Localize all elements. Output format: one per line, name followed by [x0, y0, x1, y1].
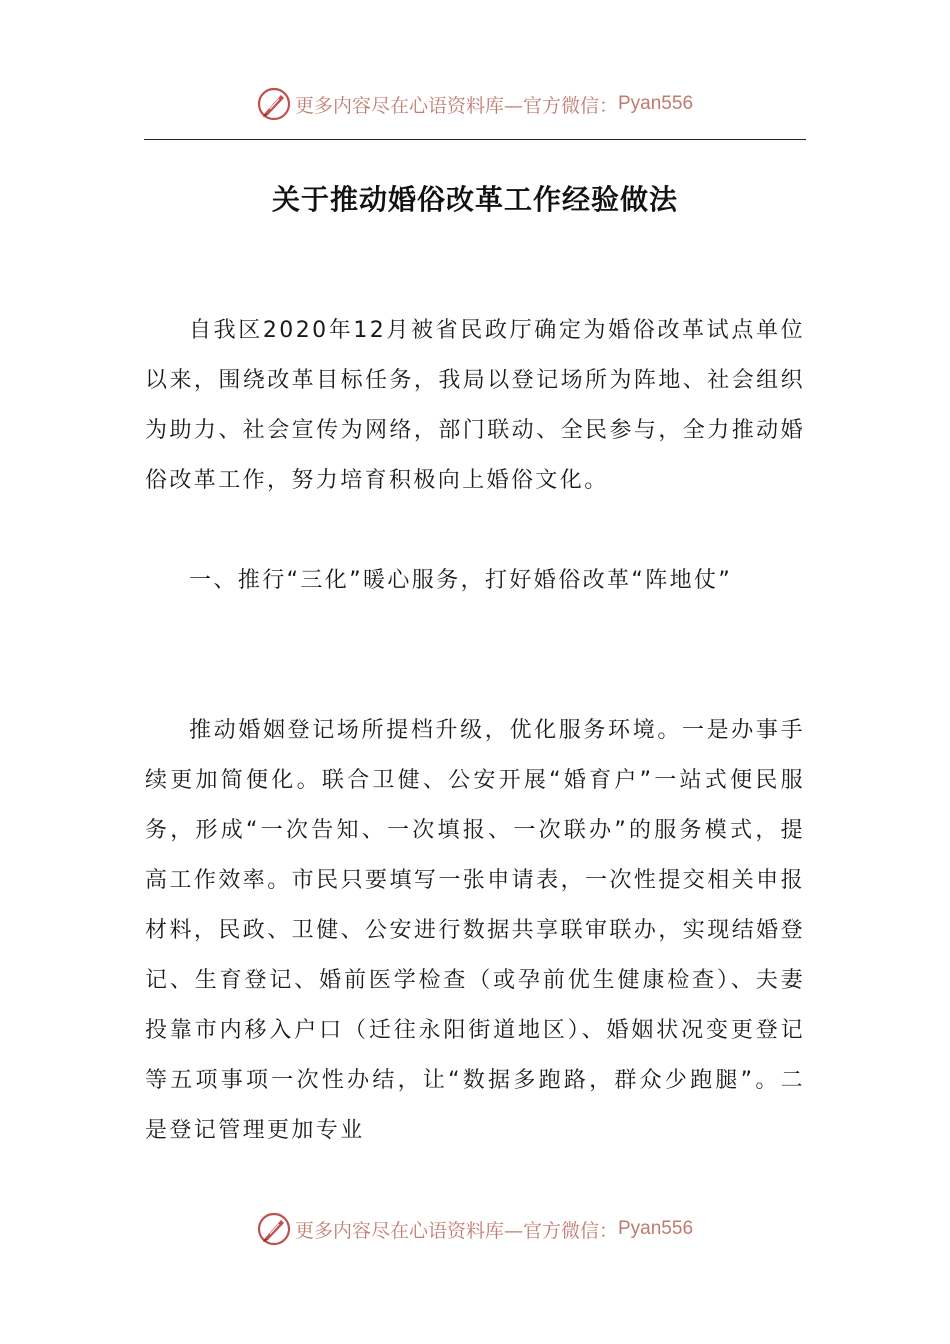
header-banner-text: 更多内容尽在心语资料库—官方微信： — [294, 94, 618, 117]
quill-pen-logo-icon — [257, 1212, 291, 1246]
paragraph-section-1-body: 推动婚姻登记场所提档升级，优化服务环境。一是办事手续更加简便化。联合卫健、公安开展“婚育户”一站式便民服务，形成“一次告知、一次填报、一次联办”的服务模式，提高工作效率。市民只要填写一张申请表，一次性提交相关申报材料，民政、卫健、公安进行数据共享联审联办，实现结婚登记、生育登记、婚前医学检查（或孕前优生健康检查）、夫妻投靠市内移入户口（迁往永阳街道地区）、婚姻状况变更登记等五项事项一次性办结，让“数据多跑路，群众少跑腿”。二是登记管理更加专业 — [145, 718, 805, 1143]
section-heading-1: 一、推行“三化”暖心服务，打好婚俗改革“阵地仗” — [189, 568, 733, 593]
footer-wechat-id: Pyan556 — [618, 1218, 694, 1239]
footer-banner-text: 更多内容尽在心语资料库—官方微信： — [294, 1219, 618, 1242]
header-divider — [144, 139, 806, 140]
quill-pen-logo-icon — [257, 87, 291, 121]
header-wechat-id: Pyan556 — [618, 93, 694, 114]
paragraph-intro: 自我区2020年12月被省民政厅确定为婚俗改革试点单位以来，围绕改革目标任务，我局以登记场所为阵地、社会组织为助力、社会宣传为网络，部门联动、全民参与，全力推动婚俗改革工作，努力培育积极向上婚俗文化。 — [145, 318, 805, 493]
header-banner — [0, 84, 950, 124]
footer-banner — [0, 1209, 950, 1249]
document-title: 关于推动婚俗改革工作经验做法 — [271, 183, 678, 216]
